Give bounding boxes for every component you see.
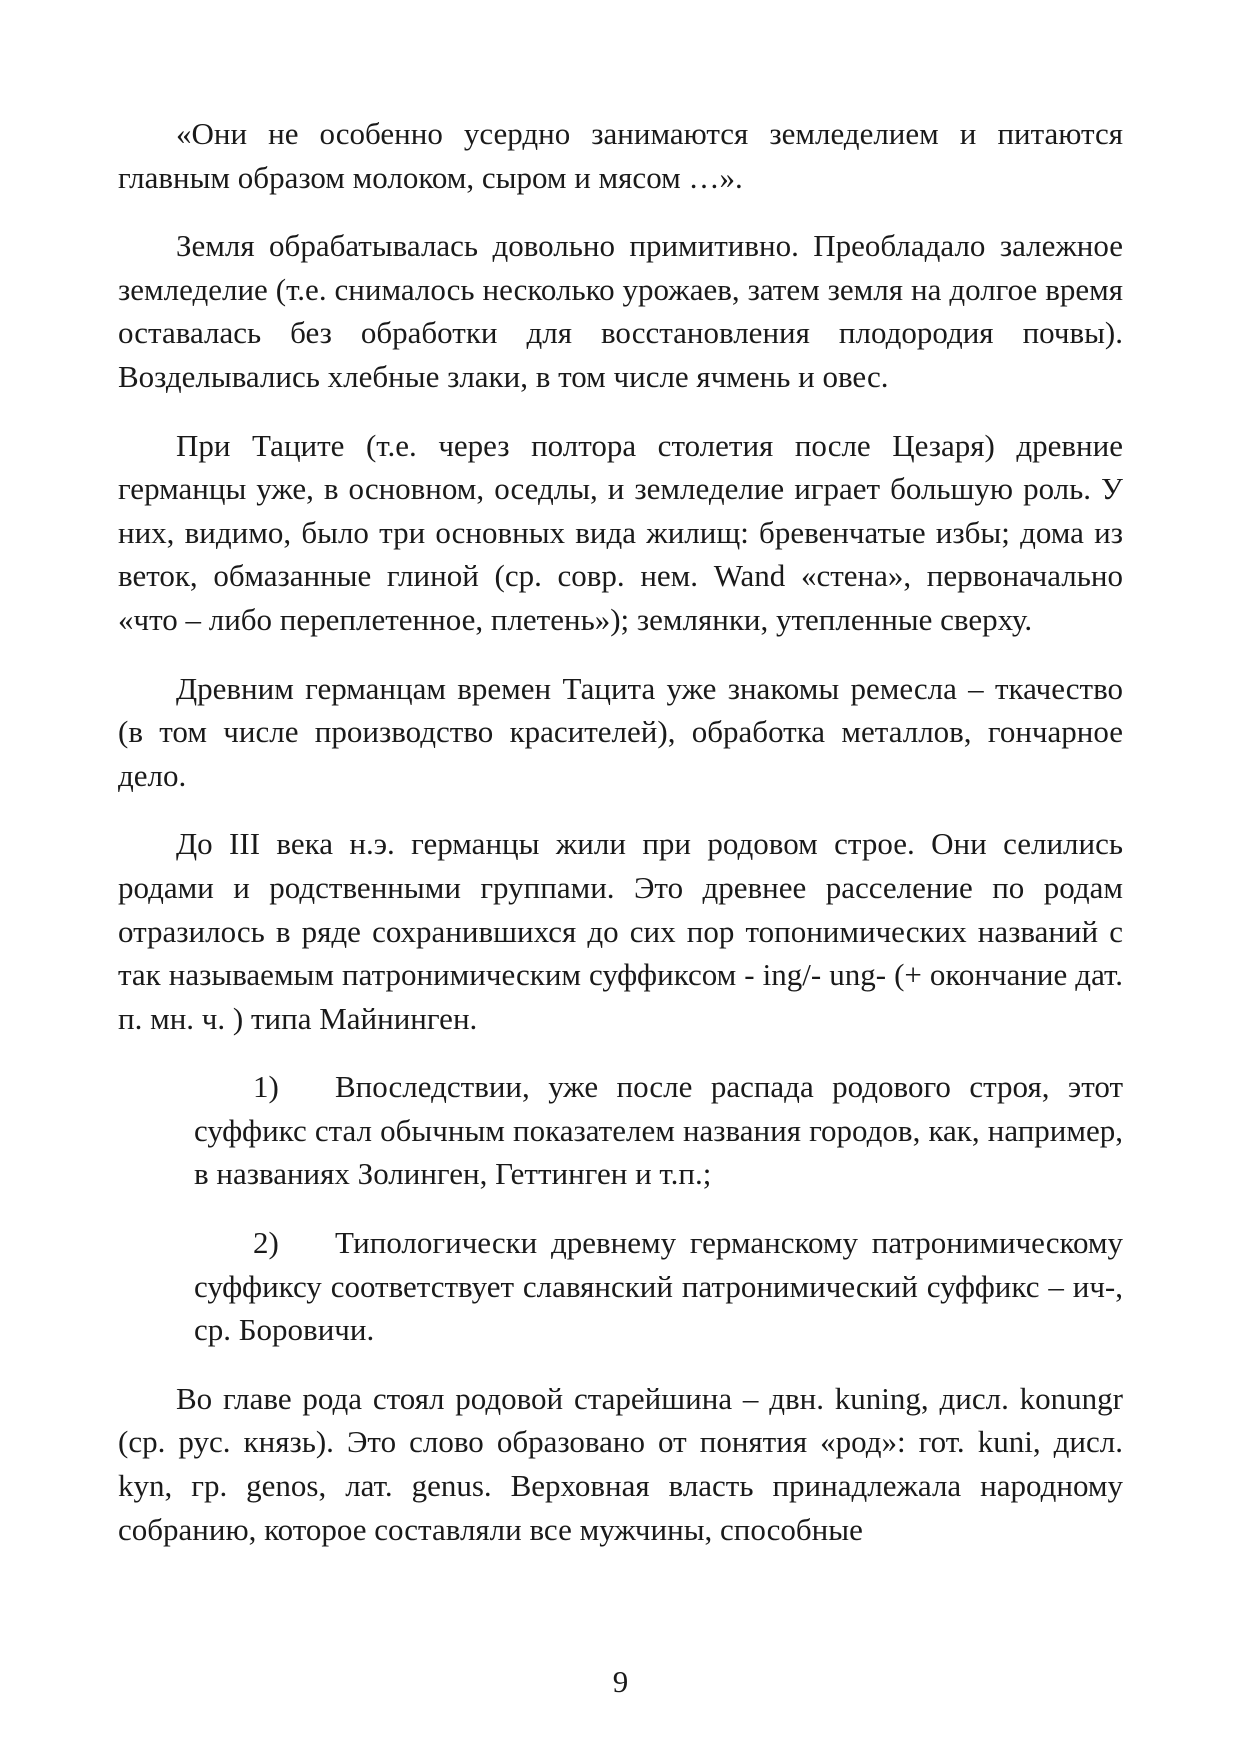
- list-item-number: 1): [253, 1069, 279, 1105]
- list-item: [194, 1221, 1123, 1352]
- paragraph-quote: «Они не особенно усердно занимаются земледелием и питаются главным образом молоком, сыром и мясом …».: [118, 116, 1123, 195]
- page-body: [118, 112, 1123, 1576]
- list-item: [194, 1065, 1123, 1196]
- paragraph-crafts: Древним германцам времен Тацита уже знакомы ремесла – ткачество (в том числе производство красителей), обработка металлов, гончарное дело.: [118, 670, 1123, 793]
- paragraph-clan-system: До III века н.э. германцы жили при родовом строе. Они селились родами и родственными группами. Это древнее расселение по родам отразилось в ряде сохранившихся до сих пор топонимических названий с так называемым патронимическим суффиксом - ing/- ung- (+ окончание дат. п. мн. ч. ) типа Майнинген.: [118, 826, 1123, 1036]
- list-item-text: Типологически древнему германскому патронимическому суффиксу соответствует славянский патронимический суффикс – ич-, ср. Боровичи.: [194, 1225, 1123, 1348]
- page-number: 9: [612, 1664, 629, 1699]
- list-item-text: Впоследствии, уже после распада родового строя, этот суффикс стал обычным показателем названия городов, как, например, в названиях Золинген, Геттинген и т.п.;: [194, 1069, 1123, 1192]
- paragraph-tacitus: При Таците (т.е. через полтора столетия после Цезаря) древние германцы уже, в основном, оседлы, и земледелие играет большую роль. У них, видимо, было три основных вида жилищ: бревенчатые избы; дома из веток, обмазанные глиной (ср. совр. нем. Wand «стена», первоначально «что – либо переплетенное, плетень»); землянки, утепленные сверху.: [118, 427, 1123, 637]
- paragraph-clan-elder: Во главе рода стоял родовой старейшина – двн. kuning, дисл. konungr (ср. рус. князь). Это слово образовано от понятия «род»: гот. kuni, дисл. kyn, гр. genos, лат. genus. Верховная власть принадлежала народному собранию, которое составляли все мужчины, способные: [118, 1380, 1123, 1547]
- list-item-number: 2): [253, 1225, 279, 1261]
- paragraph-agriculture: Земля обрабатывалась довольно примитивно. Преобладало залежное земледелие (т.е. снималось несколько урожаев, затем земля на долгое время оставалась без обработки для восстановления плодородия почвы). Возделывались хлебные злаки, в том числе ячмень и овес.: [118, 228, 1123, 394]
- numbered-list: [118, 1065, 1123, 1352]
